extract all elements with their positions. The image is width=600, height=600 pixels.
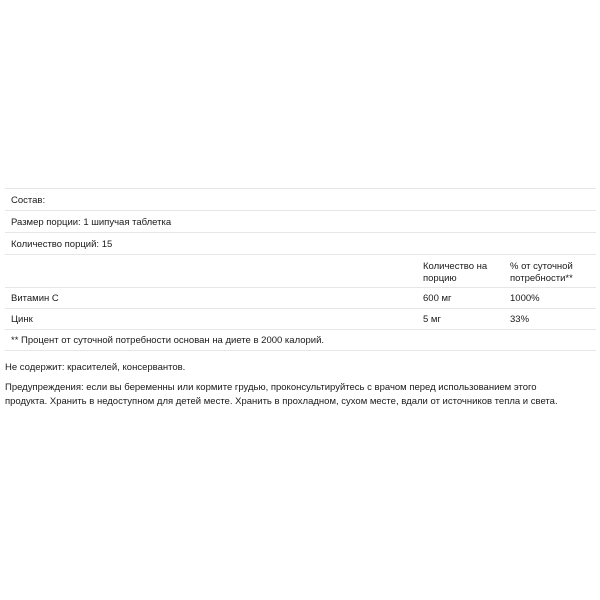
servings-count-text: Количество порций: 15 [11, 239, 113, 250]
amount-header-line1: Количество на [423, 261, 488, 272]
nutrient-row-zinc [5, 309, 596, 330]
servings-count-row [5, 233, 596, 255]
nutrient-row-vitamin-c [5, 288, 596, 309]
amount-header-line2: порцию [423, 273, 457, 284]
composition-label: Состав: [11, 195, 46, 206]
dv-header-line2: потребности** [510, 273, 573, 284]
dv-header-line1: % от суточной [510, 261, 573, 272]
serving-size-text: Размер порции: 1 шипучая таблетка [11, 217, 172, 228]
nutrient-amount: 5 мг [423, 314, 441, 325]
amount-column-header [423, 261, 503, 285]
nutrient-name: Витамин C [11, 293, 59, 304]
footnote-row [5, 330, 596, 351]
daily-value-column-header [510, 261, 590, 285]
warnings-line-2: продукта. Хранить в недоступном для детей месте. Хранить в прохладном, сухом месте, вдали от источников тепла и света. [5, 395, 558, 407]
table-header-row [5, 255, 596, 288]
nutrient-name: Цинк [11, 314, 33, 325]
nutrient-amount: 600 мг [423, 293, 452, 304]
warnings-line-1: Предупреждения: если вы беременны или кормите грудью, проконсультируйтесь с врачом перед использованием этого [5, 382, 537, 393]
supplement-facts-table [5, 188, 596, 351]
warnings-text [5, 381, 596, 408]
serving-size-row [5, 211, 596, 233]
free-of-statement: Не содержит: красителей, консервантов. [5, 362, 186, 373]
nutrient-daily-value: 1000% [510, 293, 540, 304]
nutrient-daily-value: 33% [510, 314, 530, 325]
daily-value-footnote: ** Процент от суточной потребности основан на диете в 2000 калорий. [11, 335, 325, 346]
composition-row [5, 189, 596, 211]
